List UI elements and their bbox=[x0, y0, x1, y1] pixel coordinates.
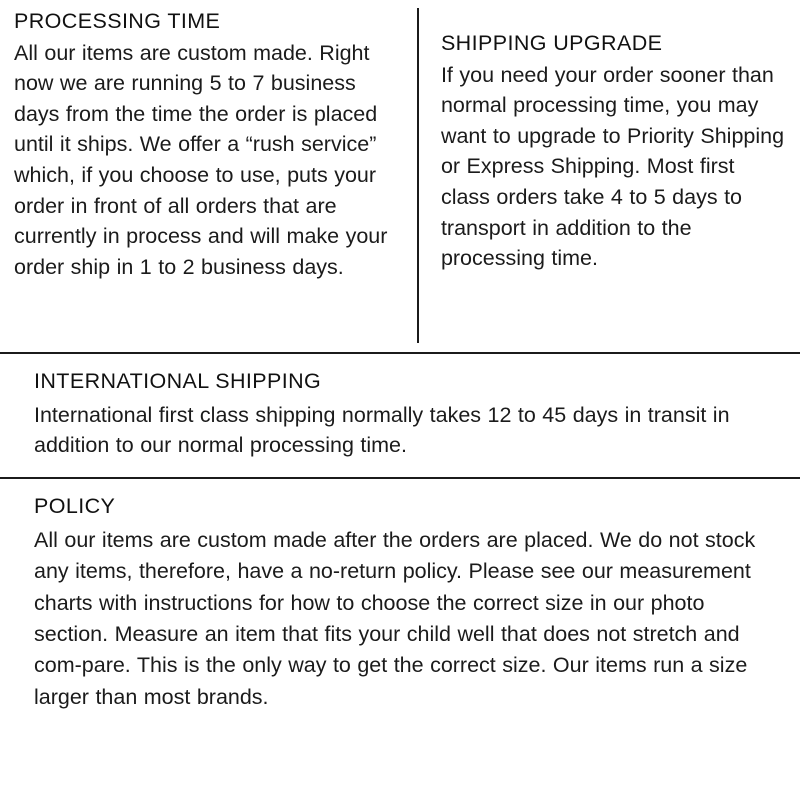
policy-section bbox=[0, 479, 800, 723]
shipping-upgrade-section bbox=[419, 8, 786, 352]
international-shipping-heading: INTERNATIONAL SHIPPING bbox=[34, 369, 322, 393]
processing-time-body: All our items are custom made. Right now we are running 5 to 7 business days from the time the order is placed until it ships. We offer a “rush service” which, if you choose to use, puts your order in front of all orders that are currently in process and will make your order ship in 1 to 2 business days. bbox=[14, 40, 388, 279]
international-shipping-body: International first class shipping normally takes 12 to 45 days in transit in addition to our normal processing time. bbox=[34, 402, 730, 458]
policy-body: All our items are custom made after the orders are placed. We do not stock any items, therefore, have a no-return policy. Please see our measurement charts with instructions for how to choose the correct size in our photo section. Measure an item that fits your child well that does not stretch and com-pare. This is the only way to get the correct size. Our items run a size larger than most brands. bbox=[34, 527, 756, 709]
shipping-upgrade-body: If you need your order sooner than normal processing time, you may want to upgrade to Priority Shipping or Express Shipping. Most first class orders take 4 to 5 days to transport in addition to the processing time. bbox=[440, 62, 785, 271]
processing-time-heading: PROCESSING TIME bbox=[14, 9, 221, 33]
shipping-upgrade-heading: SHIPPING UPGRADE bbox=[440, 31, 663, 55]
policy-heading: POLICY bbox=[34, 493, 116, 518]
international-shipping-section bbox=[0, 354, 800, 477]
top-columns bbox=[0, 0, 800, 352]
processing-time-section bbox=[14, 8, 417, 352]
